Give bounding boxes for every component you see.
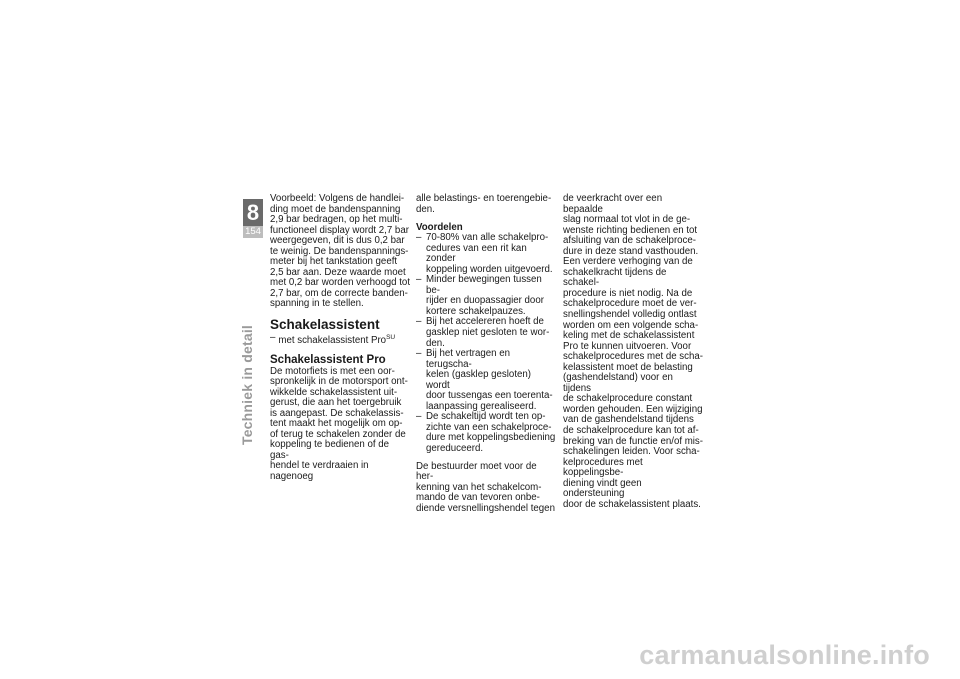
option-text-wrap bbox=[278, 333, 395, 347]
body-paragraph: de veerkracht over een bepaalde slag normaal tot vlot in de ge- wenste richting bedienen en tot afsluiting van de schakelproce- dure in deze stand vasthouden. Een verdere verhoging van de schakelkracht tijdens de schakel- procedure is niet nodig. Na de schakelprocedure moet de ver- snellingshendel volledig ontlast worden om een volgende scha- keling met de schakelassistent Pro te kunnen uitvoeren. Voor schakelprocedures met de scha- kelassistent moet de belasting (gashendelstand) voor en tijdens de schakelprocedure constant worden gehouden. Een wijziging van de gashendelstand tijdens de schakelprocedure kan tot af- breking van de functie en/of mis- schakelingen leiden. Voor scha- kelprocedures met koppelingsbe- diening vindt geen ondersteuning door de schakelassistent plaats. bbox=[563, 193, 704, 510]
section-heading: Schakelassistent bbox=[270, 317, 380, 333]
list-item-text: 70-80% van alle schakelpro- cedures van een rit kan zonder koppeling worden uitgevoerd. bbox=[426, 232, 553, 275]
option-superscript: SU bbox=[386, 334, 396, 342]
text-column-2 bbox=[416, 194, 556, 514]
list-item bbox=[416, 317, 556, 349]
list-dash: – bbox=[416, 274, 422, 286]
list-item bbox=[416, 412, 556, 454]
list-item-text: Bij het vertragen en terugscha- kelen (gasklep gesloten) wordt door tussengas een toerenta- laanpassing gerealiseerd. bbox=[426, 348, 553, 412]
list-item-text: Minder bewegingen tussen be- rijder en duopassagier door kortere schakelpauzes. bbox=[426, 274, 544, 317]
chapter-number-tab: 8 bbox=[243, 199, 263, 226]
option-line bbox=[270, 333, 410, 347]
text-column-3 bbox=[563, 194, 703, 510]
body-paragraph: De motorfiets is met een oor- spronkelijk in de motorsport ont- wikkelde schakelassistent uit- gerust, die aan het toergebruik is aangepast. De schakelassis- tent maakt het mogelijk om op- of terug te schakelen zonder de koppeling te bedienen of de gas- hendel te verdraaien in nagenoeg bbox=[270, 365, 408, 483]
watermark: carmanualsonline.info bbox=[639, 640, 930, 670]
page-number: 154 bbox=[243, 226, 263, 238]
list-dash: – bbox=[416, 232, 422, 244]
subsection-heading: Schakelassistent Pro bbox=[270, 353, 386, 366]
list-dash: – bbox=[416, 348, 422, 360]
advantages-list bbox=[416, 233, 556, 454]
text-column-1 bbox=[270, 194, 410, 483]
option-text: met schakelassistent Pro bbox=[278, 335, 387, 347]
intro-paragraph: Voorbeeld: Volgens de handlei- ding moet de bandenspanning 2,9 bar bedragen, op het multi- functioneel display wordt 2,7 bar weergegeven, dit is dus 0,2 bar te weinig. De bandenspannings- meter bij het tankstation geeft 2,5 bar aan. Deze waarde moet met 0,2 bar worden verhoogd tot 2,7 bar, om de correcte banden- spanning in te stellen. bbox=[270, 193, 411, 310]
list-item bbox=[416, 233, 556, 275]
option-dash: – bbox=[270, 332, 276, 344]
list-item-text: Bij het accelereren hoeft de gasklep niet gesloten te wor- den. bbox=[426, 316, 550, 349]
chapter-title-vertical: Techniek in detail bbox=[239, 324, 255, 446]
advantages-heading: Voordelen bbox=[416, 222, 463, 234]
list-item bbox=[416, 275, 556, 317]
list-item bbox=[416, 349, 556, 412]
list-dash: – bbox=[416, 411, 422, 423]
list-item-text: De schakeltijd wordt ten op- zichte van een schakelproce- dure met koppelingsbediening gereduceerd. bbox=[426, 411, 556, 455]
continued-paragraph: alle belastings- en toerengebie- den. bbox=[416, 193, 552, 215]
list-dash: – bbox=[416, 316, 422, 328]
closing-paragraph: De bestuurder moet voor de her- kenning van het schakelcom- mando de van tevoren onbe- diende versnellingshendel tegen bbox=[416, 460, 555, 514]
